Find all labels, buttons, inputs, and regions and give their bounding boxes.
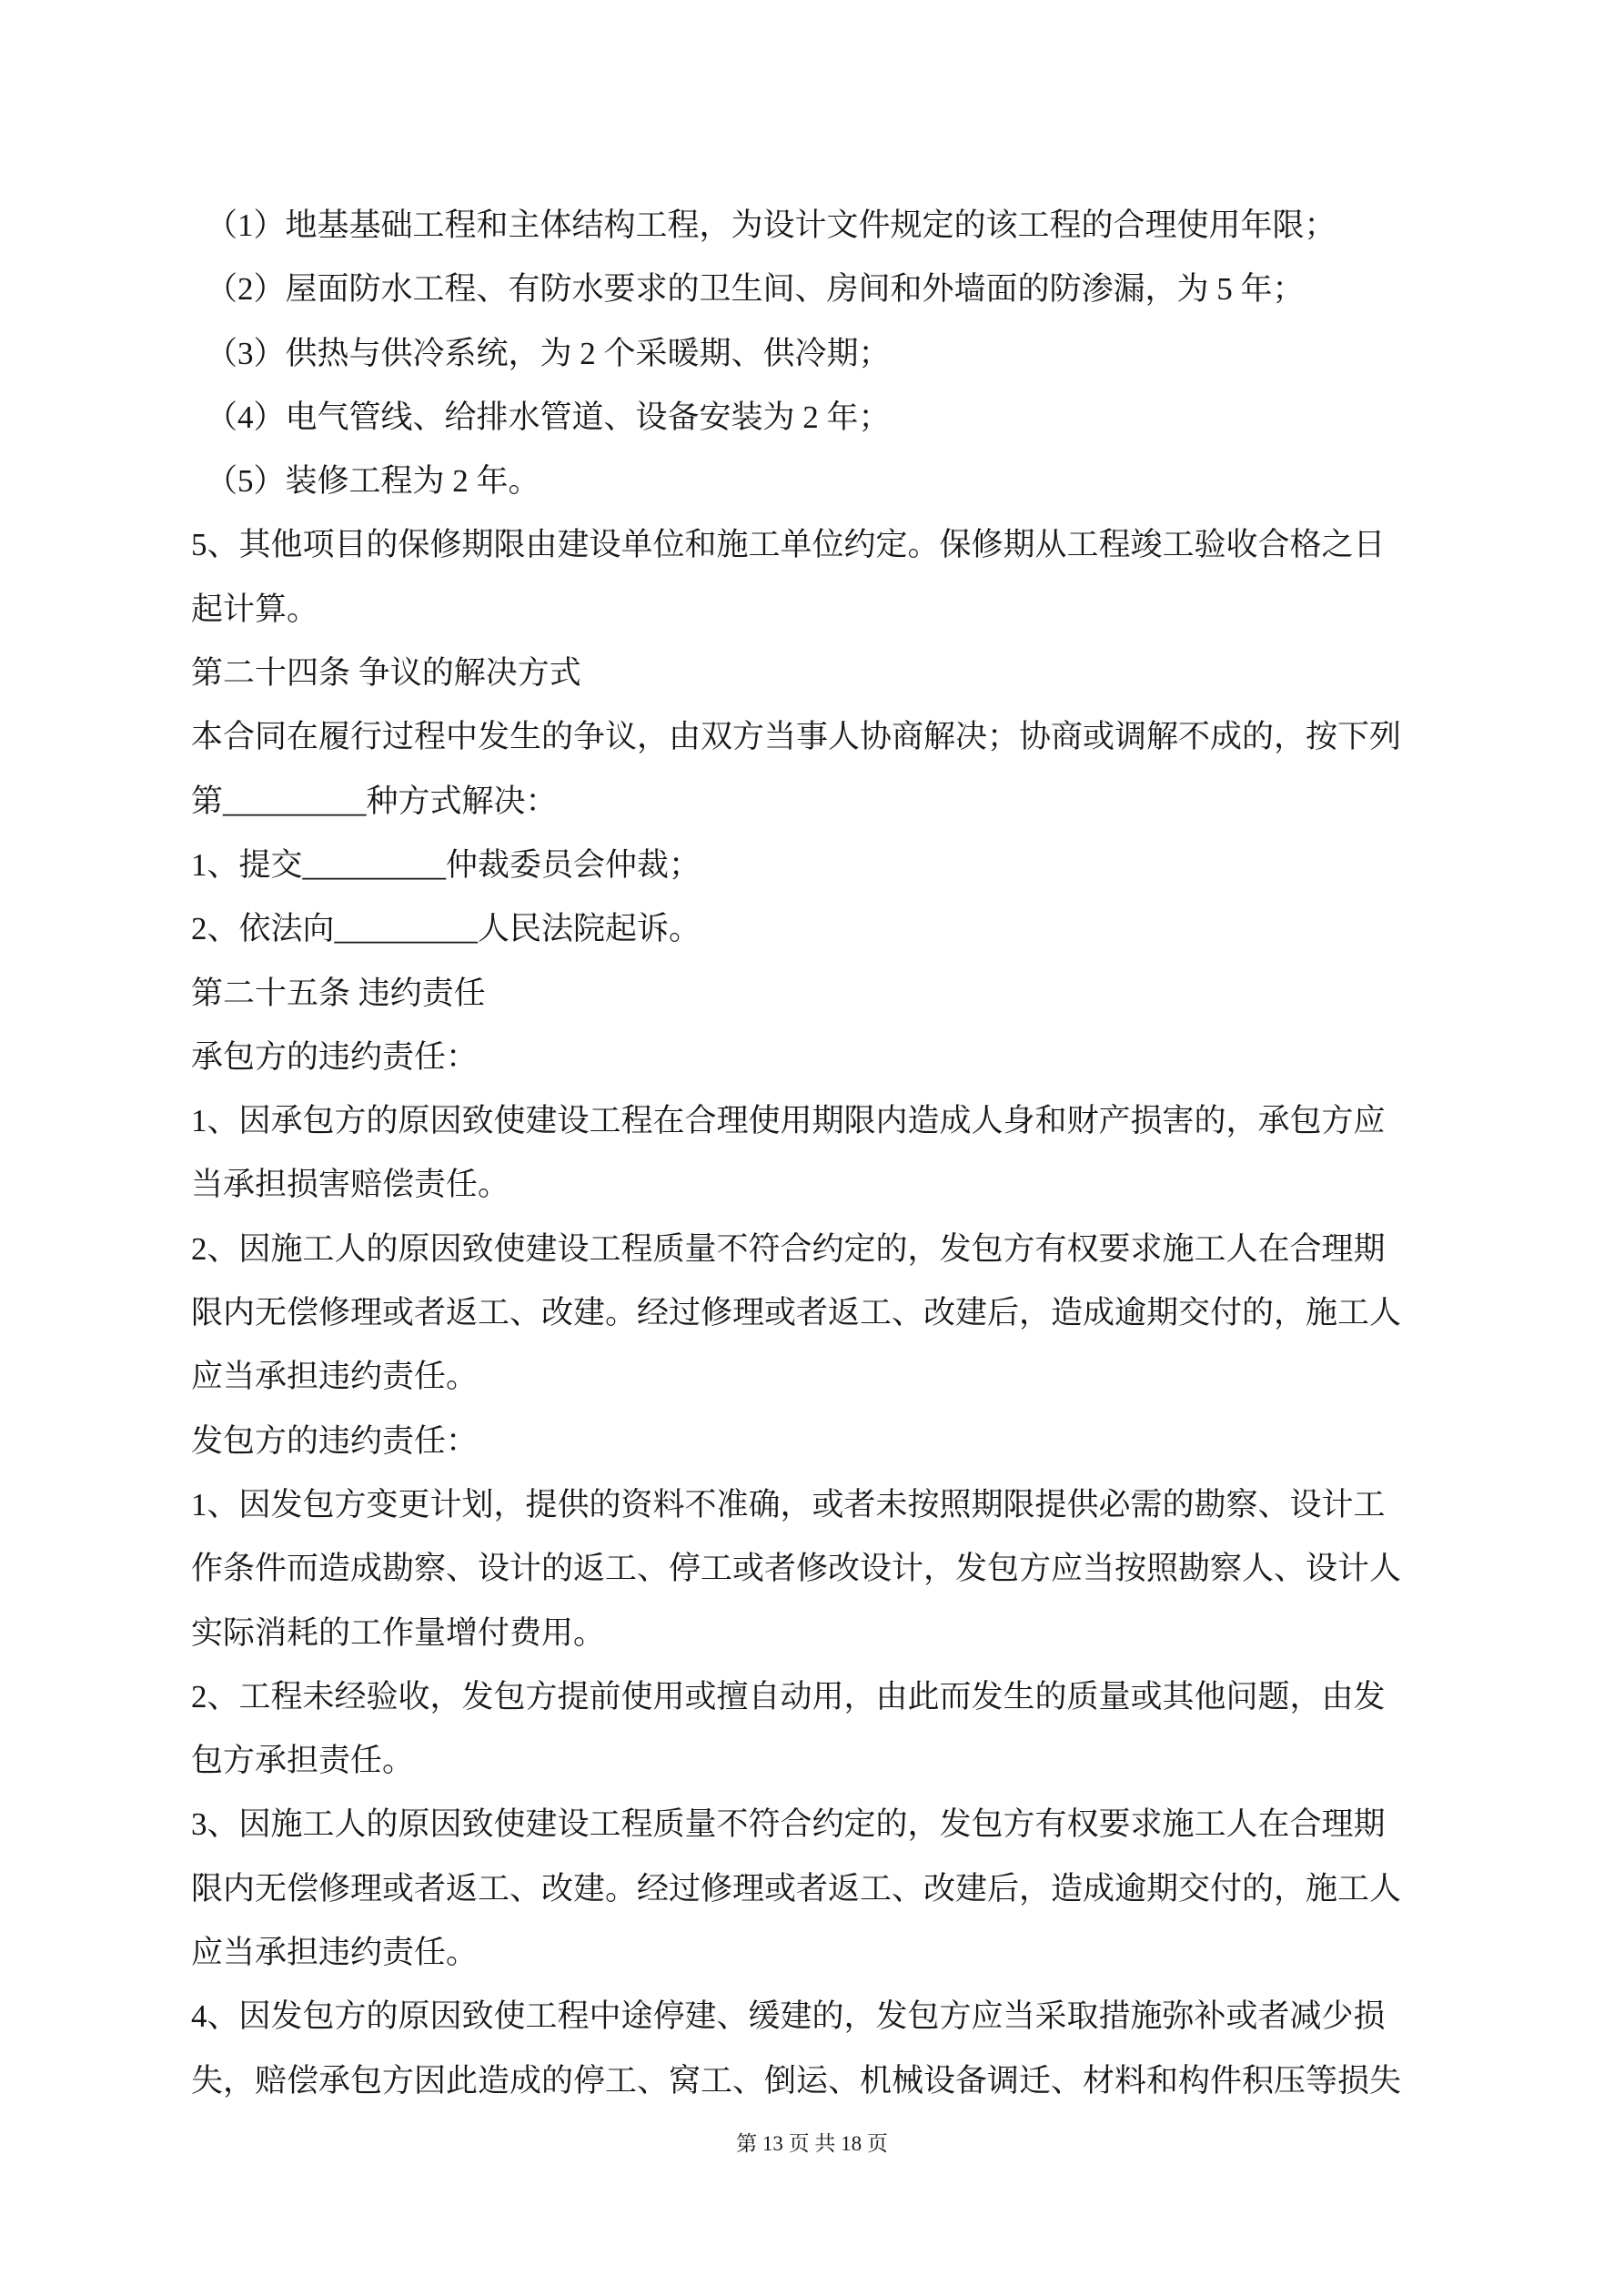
body-line: 限内无偿修理或者返工、改建。经过修理或者返工、改建后，造成逾期交付的，施工人 [191,1295,1402,1331]
body-line: 发包方的违约责任： [191,1422,479,1459]
body-line: 实际消耗的工作量增付费用。 [191,1614,606,1651]
body-line: 1、因承包方的原因致使建设工程在合理使用期限内造成人身和财产损害的，承包方应 [191,1103,1386,1139]
body-line: 5、其他项目的保修期限由建设单位和施工单位约定。保修期从工程竣工验收合格之日 [191,527,1386,563]
body-line: 应当承担违约责任。 [191,1359,479,1395]
body-line: 2、工程未经验收，发包方提前使用或擅自动用，由此而发生的质量或其他问题，由发 [191,1678,1386,1714]
body-line: 承包方的违约责任： [191,1038,479,1075]
warranty-list-item-line: （2）屋面防水工程、有防水要求的卫生间、房间和外墙面的防渗漏，为 5 年； [206,271,1305,308]
body-line: 包方承担责任。 [191,1743,415,1779]
contract-body [191,194,1447,2113]
body-line: 4、因发包方的原因致使工程中途停建、缓建的，发包方应当采取措施弥补或者减少损 [191,1998,1386,2035]
body-line: 3、因施工人的原因致使建设工程质量不符合约定的，发包方有权要求施工人在合理期 [191,1806,1386,1843]
fill-in-blank-line: 1、提交_________仲裁委员会仲裁； [191,846,701,883]
fill-in-blank-line: 2、依法向_________人民法院起诉。 [191,911,701,947]
body-line: 当承担损害赔偿责任。 [191,1167,510,1203]
warranty-list-item-line: （5）装修工程为 2 年。 [206,463,540,500]
article-24-heading-line: 第二十四条 争议的解决方式 [191,655,581,692]
article-25-heading-line: 第二十五条 违约责任 [191,975,486,1011]
warranty-list-item-line: （3）供热与供冷系统，为 2 个采暖期、供冷期； [206,335,891,371]
body-line: 本合同在履行过程中发生的争议，由双方当事人协商解决；协商或调解不成的，按下列 [191,719,1402,755]
body-line: 作条件而造成勘察、设计的返工、停工或者修改设计，发包方应当按照勘察人、设计人 [191,1551,1402,1587]
warranty-list-item-line: （1）地基基础工程和主体结构工程，为设计文件规定的该工程的合理使用年限； [206,207,1337,243]
body-line: 1、因发包方变更计划，提供的资料不准确，或者未按照期限提供必需的勘察、设计工 [191,1486,1386,1522]
body-line: 限内无偿修理或者返工、改建。经过修理或者返工、改建后，造成逾期交付的，施工人 [191,1870,1402,1907]
body-line: 失，赔偿承包方因此造成的停工、窝工、倒运、机械设备调迁、材料和构件积压等损失 [191,2062,1402,2099]
warranty-list-item-line: （4）电气管线、给排水管道、设备安装为 2 年； [206,399,891,435]
body-line: 应当承担违约责任。 [191,1935,479,1971]
fill-in-blank-line: 第_________种方式解决： [191,783,558,819]
body-line: 2、因施工人的原因致使建设工程质量不符合约定的，发包方有权要求施工人在合理期 [191,1230,1386,1267]
body-line: 起计算。 [191,591,319,627]
page-footer: 第 13 页 共 18 页 [736,2132,888,2155]
